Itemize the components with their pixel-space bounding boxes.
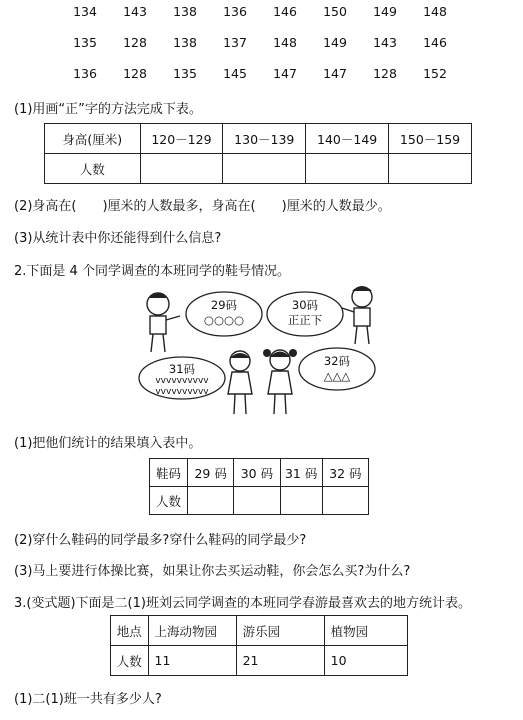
height-value: 135 [173,66,197,81]
bubble-32 [296,354,378,384]
table-header: 150－159 [389,124,472,154]
table-header: 植物园 [324,616,407,646]
table-header: 130－139 [223,124,306,154]
table-header: 140－149 [306,124,389,154]
question-2-2: (2)穿什么鞋码的同学最多?穿什么鞋码的同学最少? [14,533,307,548]
height-value: 128 [373,66,397,81]
table-header: 上海动物园 [148,616,236,646]
height-value: 147 [323,66,347,81]
heights-row-3 [0,66,523,86]
height-value: 138 [173,35,197,50]
girl-icon [222,348,258,418]
table-cell: 21 [236,646,324,676]
height-value: 143 [373,35,397,50]
question-1-2: (2)身高在( )厘米的人数最多，身高在( )厘米的人数最少。 [14,199,391,214]
bubble-31-title: 31码 [168,362,196,376]
height-value: 143 [123,4,147,19]
question-1-1: (1)用画“正”字的方法完成下表。 [14,102,202,117]
answer-cell[interactable] [223,154,306,184]
height-value: 148 [423,4,447,19]
bubble-31 [142,362,222,398]
height-value: 150 [323,4,347,19]
height-value: 146 [423,35,447,50]
question-3: 3.(变式题)下面是二(1)班刘云同学调查的本班同学春游最喜欢去的地方统计表。 [14,596,471,611]
boy-right-icon [340,284,380,348]
heights-row-2 [0,35,523,55]
bubble-30-marks: 正正下 [287,313,323,327]
height-value: 136 [73,66,97,81]
bubble-29-marks: ○○○○ [203,313,245,327]
table-header: 120－129 [140,124,223,154]
answer-cell[interactable] [140,154,223,184]
answer-cell[interactable] [280,487,322,515]
girl-pigtails-icon [260,344,300,418]
table-row-label: 人数 [111,646,149,676]
height-value: 149 [323,35,347,50]
height-value: 145 [223,66,247,81]
table-header: 地点 [111,616,149,646]
answer-cell[interactable] [389,154,472,184]
bubble-30 [264,298,346,328]
spring-trip-table [110,615,408,676]
height-value: 128 [123,35,147,50]
table-header: 29 码 [188,459,234,487]
height-value: 147 [273,66,297,81]
table-header: 30 码 [234,459,280,487]
height-value: 128 [123,66,147,81]
height-value: 135 [73,35,97,50]
shoe-survey-illustration [0,280,523,420]
table-cell: 11 [148,646,236,676]
bubble-30-title: 30码 [291,298,319,312]
answer-cell[interactable] [234,487,280,515]
height-value: 148 [273,35,297,50]
question-1-3: (3)从统计表中你还能得到什么信息? [14,231,222,246]
table-header: 游乐园 [236,616,324,646]
height-value: 137 [223,35,247,50]
table-header: 31 码 [280,459,322,487]
question-2-1: (1)把他们统计的结果填入表中。 [14,436,202,451]
table-header: 32 码 [322,459,368,487]
height-value: 136 [223,4,247,19]
height-tally-table [44,123,472,184]
answer-cell[interactable] [188,487,234,515]
height-value: 138 [173,4,197,19]
table-header: 身高(厘米) [45,124,141,154]
bubble-29 [183,298,265,328]
question-3-1: (1)二(1)班一共有多少人? [14,692,162,707]
table-cell: 10 [324,646,407,676]
table-row-label: 人数 [150,487,188,515]
bubble-32-marks: △△△ [323,369,351,383]
table-header: 鞋码 [150,459,188,487]
height-value: 134 [73,4,97,19]
bubble-29-title: 29码 [210,298,238,312]
shoe-size-table [149,458,369,515]
question-2-3: (3)马上要进行体操比赛，如果让你去买运动鞋，你会怎么买?为什么? [14,564,411,579]
answer-cell[interactable] [306,154,389,184]
bubble-32-title: 32码 [323,354,351,368]
height-value: 149 [373,4,397,19]
heights-row-1 [0,4,523,24]
boy-left-icon [140,290,182,356]
height-value: 146 [273,4,297,19]
height-value: 152 [423,66,447,81]
answer-cell[interactable] [322,487,368,515]
table-row-label: 人数 [45,154,141,184]
question-2: 2.下面是 4 个同学调查的本班同学的鞋号情况。 [14,264,290,279]
bubble-31-marks: vvvvvvvvvv vvvvvvvvvv [155,376,209,397]
